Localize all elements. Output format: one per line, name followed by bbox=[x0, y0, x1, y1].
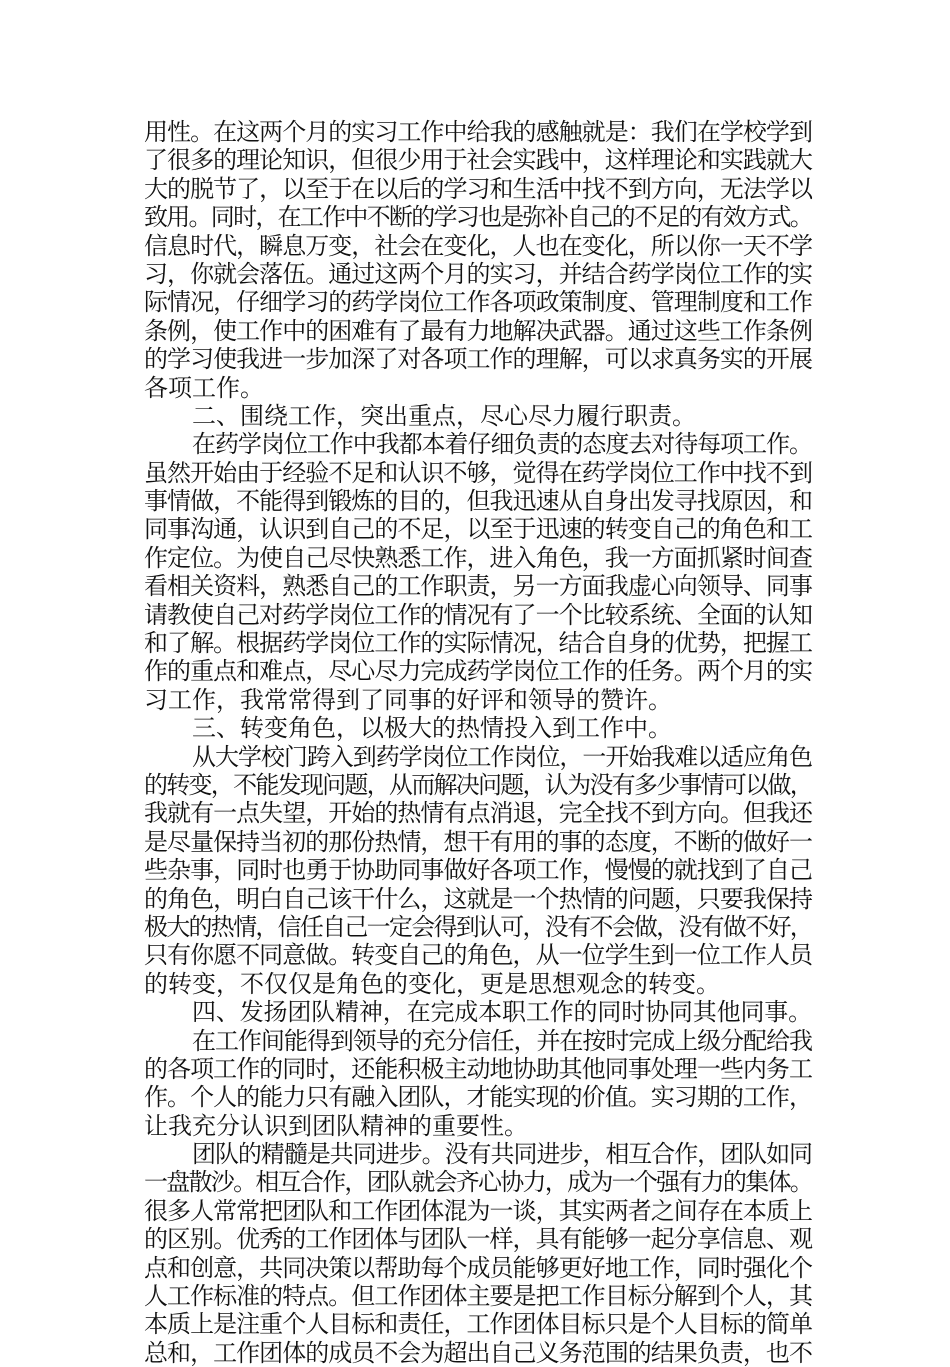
text-line: 的学习使我进一步加深了对各项工作的理解，可以求真务实的开展 bbox=[144, 345, 812, 374]
text-line: 条例，使工作中的困难有了最有力地解决武器。通过这些工作条例 bbox=[144, 316, 812, 345]
text-line: 的角色，明白自己该干什么，这就是一个热情的问题，只要我保持 bbox=[144, 884, 812, 913]
text-line: 作的重点和难点，尽心尽力完成药学岗位工作的任务。两个月的实 bbox=[144, 657, 812, 686]
text-line: 虽然开始由于经验不足和认识不够，觉得在药学岗位工作中找不到 bbox=[144, 458, 812, 487]
text-line: 用性。在这两个月的实习工作中给我的感触就是：我们在学校学到 bbox=[144, 118, 812, 146]
text-line: 看相关资料，熟悉自己的工作职责，另一方面我虚心向领导、同事 bbox=[144, 572, 812, 601]
text-line: 同事沟通，认识到自己的不足，以至于迅速的转变自己的角色和工 bbox=[144, 515, 812, 544]
paragraph-first-line: 二、围绕工作，突出重点，尽心尽力履行职责。 bbox=[192, 401, 696, 430]
text-line: 很多人常常把团队和工作团体混为一谈，其实两者之间存在本质上 bbox=[144, 1196, 812, 1225]
text-line: 大的脱节了，以至于在以后的学习和生活中找不到方向，无法学以 bbox=[144, 174, 812, 203]
text-line: 是尽量保持当初的那份热情，想干有用的事的态度，不断的做好一 bbox=[144, 827, 812, 856]
paragraph-first-line: 三、转变角色，以极大的热情投入到工作中。 bbox=[192, 714, 672, 743]
text-line: 请教使自己对药学岗位工作的情况有了一个比较系统、全面的认知 bbox=[144, 600, 812, 629]
paragraph-first-line: 团队的精髓是共同进步。没有共同进步，相互合作，团队如同 bbox=[192, 1140, 812, 1169]
text-line: 极大的热情，信任自己一定会得到认可，没有不会做，没有做不好， bbox=[144, 912, 812, 941]
text-line: 信息时代，瞬息万变，社会在变化，人也在变化，所以你一天不学 bbox=[144, 231, 812, 260]
text-line: 只有你愿不同意做。转变自己的角色，从一位学生到一位工作人员 bbox=[144, 941, 812, 970]
text-line: 习，你就会落伍。通过这两个月的实习，并结合药学岗位工作的实 bbox=[144, 259, 812, 288]
text-line: 作定位。为使自己尽快熟悉工作，进入角色，我一方面抓紧时间查 bbox=[144, 543, 812, 572]
text-line: 的区别。优秀的工作团体与团队一样，具有能够一起分享信息、观 bbox=[144, 1225, 812, 1254]
text-line: 本质上是注重个人目标和责任，工作团体目标只是个人目标的简单 bbox=[144, 1310, 812, 1339]
text-line: 事情做，不能得到锻炼的目的，但我迅速从自身出发寻找原因，和 bbox=[144, 487, 812, 516]
text-line: 的各项工作的同时，还能积极主动地协助其他同事处理一些内务工 bbox=[144, 1054, 812, 1083]
text-line: 了很多的理论知识，但很少用于社会实践中，这样理论和实践就大 bbox=[144, 146, 812, 175]
text-line: 人工作标准的特点。但工作团体主要是把工作目标分解到个人，其 bbox=[144, 1282, 812, 1311]
paragraph-first-line: 在药学岗位工作中我都本着仔细负责的态度去对待每项工作。 bbox=[192, 430, 812, 459]
paragraph-first-line: 从大学校门跨入到药学岗位工作岗位，一开始我难以适应角色 bbox=[192, 742, 812, 771]
paragraph-first-line: 四、发扬团队精神，在完成本职工作的同时协同其他同事。 bbox=[192, 998, 812, 1027]
text-line: 点和创意，共同决策以帮助每个成员能够更好地工作，同时强化个 bbox=[144, 1253, 812, 1282]
text-line: 各项工作。 bbox=[144, 373, 264, 402]
text-line: 致用。同时，在工作中不断的学习也是弥补自己的不足的有效方式。 bbox=[144, 203, 812, 232]
text-line: 让我充分认识到团队精神的重要性。 bbox=[144, 1111, 528, 1140]
text-line: 际情况，仔细学习的药学岗位工作各项政策制度、管理制度和工作 bbox=[144, 288, 812, 317]
text-line: 一盘散沙。相互合作，团队就会齐心协力，成为一个强有力的集体。 bbox=[144, 1168, 812, 1197]
text-line: 习工作，我常常得到了同事的好评和领导的赞许。 bbox=[144, 685, 672, 714]
text-line: 我就有一点失望，开始的热情有点消退，完全找不到方向。但我还 bbox=[144, 799, 812, 828]
document-page bbox=[144, 118, 812, 1367]
paragraph-first-line: 在工作间能得到领导的充分信任，并在按时完成上级分配给我 bbox=[192, 1026, 812, 1055]
text-line: 总和，工作团体的成员不会为超出自己义务范围的结果负责，也不 bbox=[144, 1338, 812, 1367]
text-line: 作。个人的能力只有融入团队，才能实现的价值。实习期的工作， bbox=[144, 1083, 812, 1112]
text-line: 些杂事，同时也勇于协助同事做好各项工作，慢慢的就找到了自己 bbox=[144, 856, 812, 885]
text-line: 和了解。根据药学岗位工作的实际情况，结合自身的优势，把握工 bbox=[144, 629, 812, 658]
text-line: 的转变，不能发现问题，从而解决问题，认为没有多少事情可以做， bbox=[144, 770, 812, 799]
text-line: 的转变，不仅仅是角色的变化，更是思想观念的转变。 bbox=[144, 969, 720, 998]
